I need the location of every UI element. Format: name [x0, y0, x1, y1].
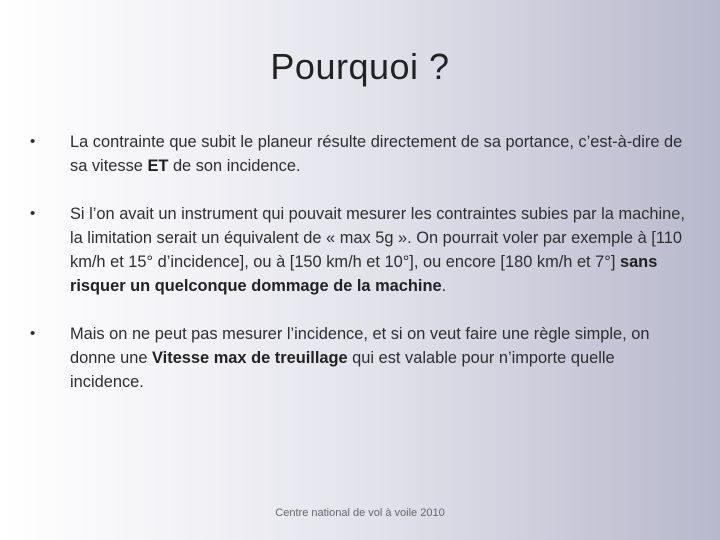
bullet-text-part: Si l’on avait un instrument qui pouvait mesurer les contraintes subies par la machine, la limitation serait un équivalent de « max 5g ». On pourrait voler par exemple à [110 km/h et 15° d’incidence], ou à [150 km/h et 10°], ou encore [180 km/h et 7°] [70, 205, 685, 271]
bullet-text-part: Mais on ne peut pas mesurer l’incidence, et si on veut faire une règle simple, on donne une [70, 325, 650, 367]
bullet-text-bold: ET [147, 157, 169, 175]
bullet-text [70, 133, 682, 175]
slide-footer: Centre national de vol à voile 2010 [275, 507, 445, 519]
bullet-item [30, 322, 690, 394]
bullet-list [30, 130, 690, 394]
slide-title: Pourquoi ? [270, 46, 450, 87]
bullet-text [70, 205, 685, 295]
bullet-text-part: de son incidence. [168, 157, 301, 175]
bullet-item [30, 202, 690, 298]
bullet-marker: • [30, 325, 36, 342]
bullet-marker: • [30, 133, 36, 150]
bullet-item [30, 130, 690, 178]
bullet-text-part: La contrainte que subit le planeur résulte directement de sa portance, c’est-à-dire de sa vitesse [70, 133, 683, 175]
bullet-text-part: . [441, 277, 447, 295]
bullet-text [70, 325, 649, 391]
bullet-marker: • [30, 205, 36, 222]
bullet-text-bold: sans risquer un quelconque dommage de la machine [70, 253, 658, 295]
bullet-text-part: qui est valable pour n’importe quelle incidence. [70, 349, 615, 391]
bullet-text-bold: Vitesse max de treuillage [152, 349, 348, 367]
